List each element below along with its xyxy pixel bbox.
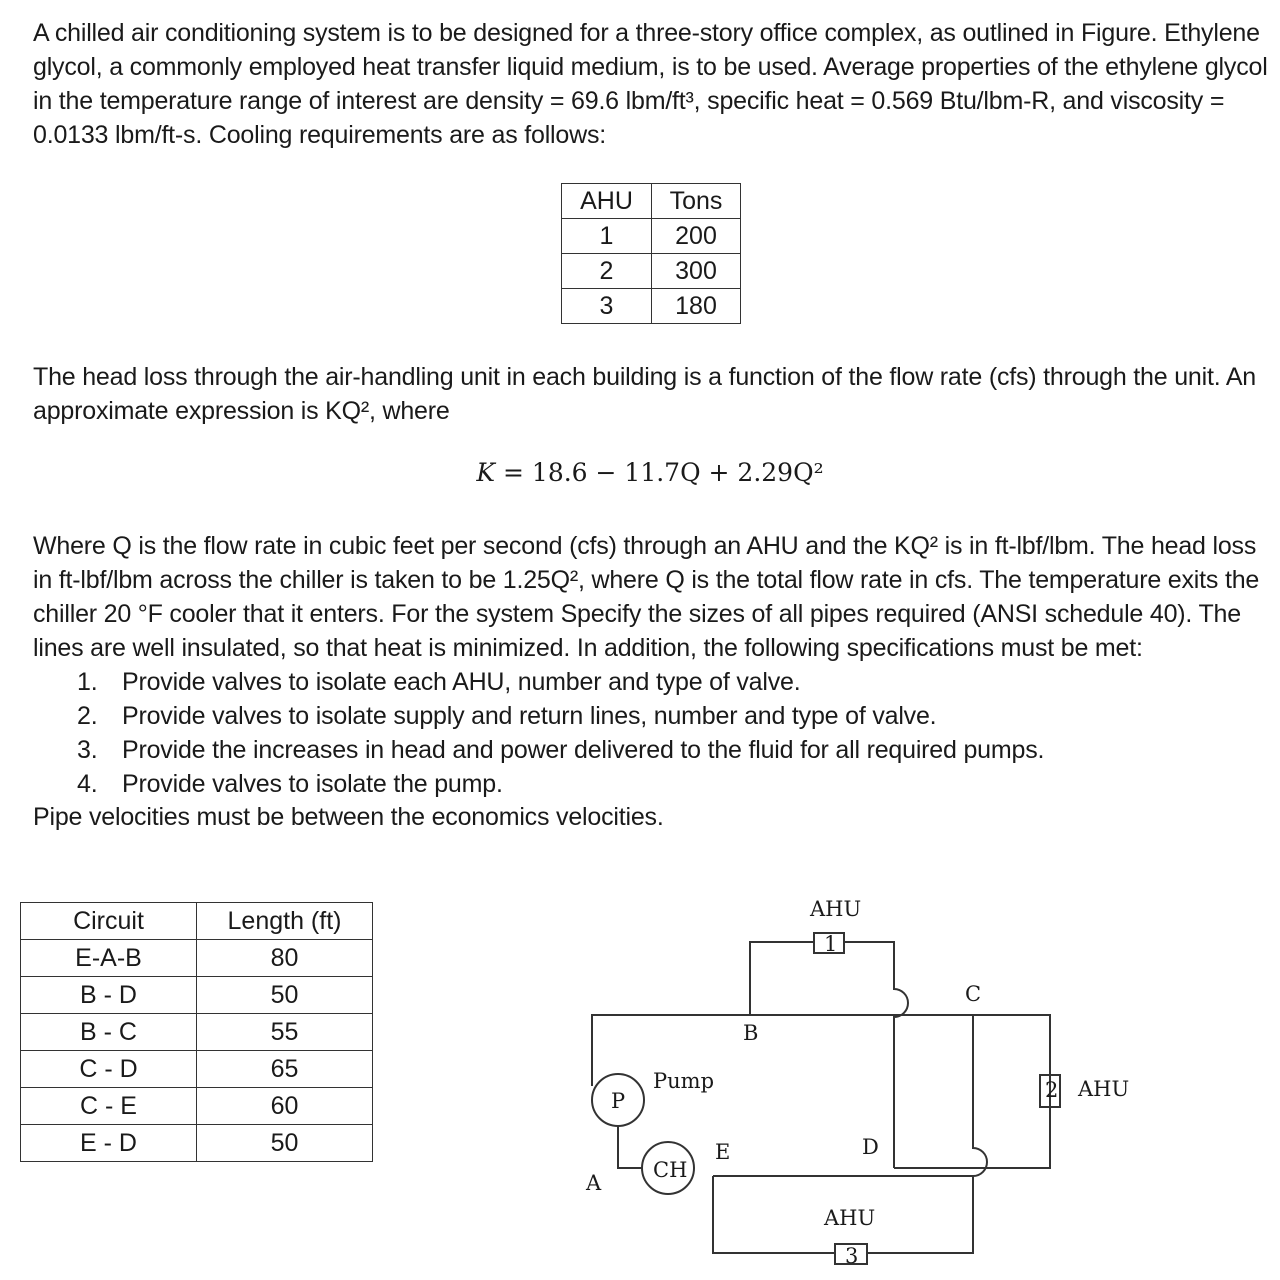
tons-cell: 200 [652,219,741,254]
list-text: Provide the increases in head and power delivered to the fluid for all required pumps. [122,736,1045,764]
list-number: 3. [77,736,98,764]
node-a-label: A [586,1171,602,1195]
length-cell: 55 [197,1014,373,1051]
length-cell: 50 [197,977,373,1014]
ahu3-label: AHU [824,1206,876,1230]
circuit-cell: E - D [21,1125,197,1162]
ahu2-label: AHU [1078,1077,1130,1101]
table-header-row [21,903,373,940]
list-number: 4. [77,770,98,798]
length-cell: 60 [197,1088,373,1125]
list-item [74,767,1044,801]
piping-system-diagram [560,880,1160,1275]
node-c-label: C [965,982,982,1006]
circuit-cell: C - D [21,1051,197,1088]
header-ahu: AHU [562,184,652,219]
velocity-note: Pipe velocities must be between the economics velocities. [33,803,664,831]
pipe-ahu3-return [867,1176,973,1253]
pump-label: Pump [653,1069,715,1093]
formula-rhs: = 18.6 − 11.7Q + 2.29Q² [495,458,824,487]
table-row [21,1088,373,1125]
table-header-row [562,184,741,219]
list-text: Provide valves to isolate each AHU, number and type of valve. [122,668,801,696]
table-row [562,289,741,324]
table-row [21,1125,373,1162]
tons-cell: 300 [652,254,741,289]
pipe-pump-ch [618,1125,642,1168]
list-item [74,733,1044,767]
header-circuit: Circuit [21,903,197,940]
table-row [562,254,741,289]
node-e-label: E [715,1140,731,1164]
specifications-list [74,665,1044,801]
formula-lhs: K [476,458,496,487]
node-d-label: D [862,1135,879,1159]
ahu3-number: 3 [845,1244,859,1268]
table-row [21,977,373,1014]
ahu-cell: 2 [562,254,652,289]
tons-cell: 180 [652,289,741,324]
header-tons: Tons [652,184,741,219]
list-item [74,699,1044,733]
ahu-cell: 1 [562,219,652,254]
intro-paragraph: A chilled air conditioning system is to be designed for a three-story office complex, as outlined in Figure. Ethylene glycol, a commonly employed heat transfer liquid medium, is to be used. Average properties of the ethylene glycol in the temperature range of interest are density = 69.6 lbm/ft³, specific heat = 0.569 Btu/lbm-R, and viscosity = 0.0133 lbm/ft-s. Cooling requirements are as follows: [33,19,1268,149]
head-loss-paragraph: The head loss through the air-handling unit in each building is a function of the flow rate (cfs) through the unit. An approximate expression is KQ², where [33,363,1257,425]
length-cell: 65 [197,1051,373,1088]
node-b-label: B [743,1021,759,1045]
chiller-symbol-text: CH [653,1158,688,1182]
list-number: 1. [77,668,98,696]
table-row [21,1051,373,1088]
list-text: Provide valves to isolate supply and return lines, number and type of valve. [122,702,937,730]
pump-symbol-text: P [611,1089,626,1113]
circuit-length-table [20,902,373,1162]
table-row [21,1014,373,1051]
header-length: Length (ft) [197,903,373,940]
circuit-cell: E-A-B [21,940,197,977]
length-cell: 50 [197,1125,373,1162]
list-number: 2. [77,702,98,730]
k-formula [0,458,1280,487]
table-row [562,219,741,254]
circuit-cell: B - D [21,977,197,1014]
ahu1-number: 1 [824,932,838,956]
circuit-cell: C - E [21,1088,197,1125]
table-row [21,940,373,977]
cooling-requirements-table [561,183,741,324]
length-cell: 80 [197,940,373,977]
pipe-e-ahu3 [713,1176,835,1253]
list-text: Provide valves to isolate the pump. [122,770,503,798]
circuit-cell: B - C [21,1014,197,1051]
pipe-b-ahu1 [750,942,814,1015]
ahu1-label: AHU [810,897,862,921]
details-paragraph: Where Q is the flow rate in cubic feet per second (cfs) through an AHU and the KQ² is in ft-lbf/lbm. The head loss in ft-lbf/lbm across the chiller is taken to be 1.25Q², where Q is the total flow rate in cfs. The temperature exits the chiller 20 °F cooler that it enters. For the system Specify the sizes of all pipes required (ANSI schedule 40). The lines are well insulated, so that heat is minimized. In addition, the following specifications must be met: [33,532,1260,662]
ahu2-number: 2 [1045,1078,1059,1102]
list-item [74,665,1044,699]
ahu-cell: 3 [562,289,652,324]
